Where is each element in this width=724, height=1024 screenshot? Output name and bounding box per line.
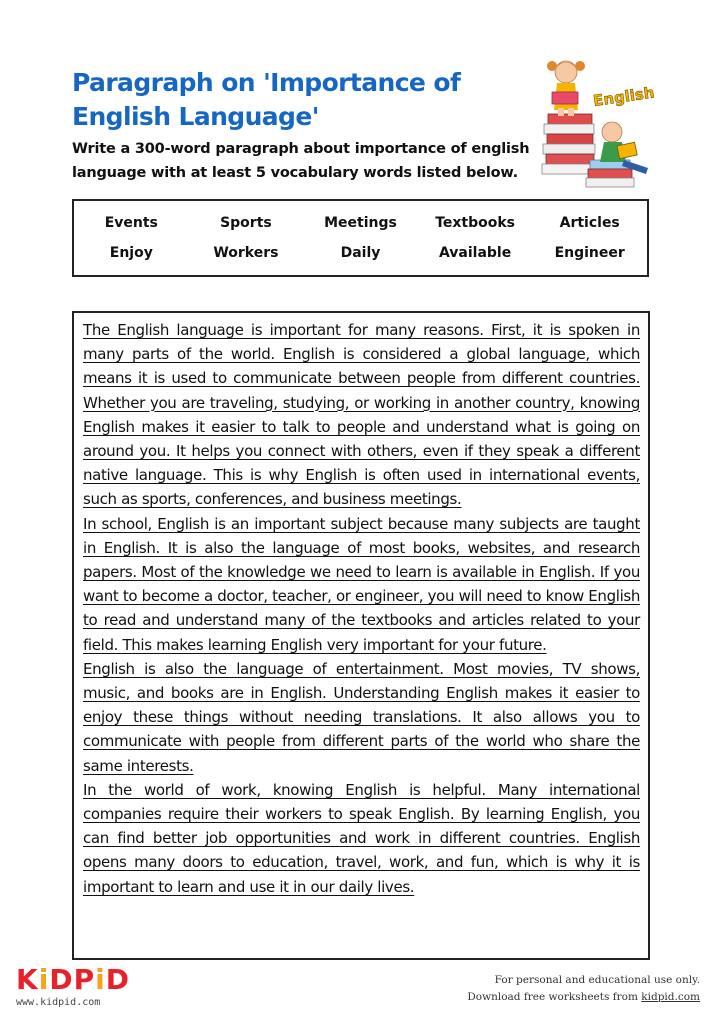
footer-download-note: Download free worksheets from kidpid.com (467, 991, 700, 1003)
logo-url: www.kidpid.com (16, 997, 101, 1008)
worksheet-title: Paragraph on 'Importance of English Language' (72, 68, 461, 131)
answer-paragraph-box (72, 311, 650, 960)
footer-note (467, 972, 700, 1006)
paragraph-text: English is also the language of entertainment. Most movies, TV shows, music, and books are in English. Understanding English makes it easier to enjoy these things without needing translations. It also allows you to communicate with people from different parts of the world who share the same interests. (83, 659, 640, 775)
vocab-word: Events (104, 215, 158, 231)
kidpid-link[interactable]: kidpid.com (641, 991, 700, 1003)
vocab-word: Engineer (554, 245, 625, 261)
vocab-word: Textbooks (435, 215, 515, 231)
vocab-word: Sports (220, 215, 272, 231)
kidpid-logo (16, 963, 130, 1013)
vocab-word: Meetings (324, 215, 397, 231)
kids-reading-books-illustration (530, 52, 662, 192)
vocab-word: Articles (559, 215, 620, 231)
vocabulary-word-box (72, 199, 649, 277)
kidpid-logo-text: KiDPiD (16, 963, 130, 996)
vocab-word: Workers (213, 245, 279, 261)
english-badge (592, 84, 655, 110)
paragraph-text: In school, English is an important subject because many subjects are taught in English. It is also the language of most books, websites, and research papers. Most of the knowledge we need to learn is available in English. If you want to become a doctor, teacher, or engineer, you will need to know English to read and understand many of the textbooks and articles related to your field. This makes learning English very important for your future. (83, 514, 641, 654)
paragraph-text: The English language is important for many reasons. First, it is spoken in many parts of the world. English is considered a global language, which means it is used to communicate between people from different countries. Whether you are traveling, studying, or working in another country, knowing English makes it easier to talk to people and understand what is going on around you. It helps you connect with others, even if they speak a different native language. This is why English is often used in international events, such as sports, conferences, and business meetings. (83, 321, 640, 509)
svg-text:English: English (592, 83, 656, 110)
vocab-word: Daily (340, 245, 381, 261)
vocab-word: Enjoy (109, 245, 153, 261)
girl-reading-icon (547, 61, 585, 116)
footer-usage-note: For personal and educational use only. (494, 974, 700, 986)
worksheet-instructions: Write a 300-word paragraph about importance of english language with at least 5 vocabulary words listed below. (72, 141, 530, 181)
paragraph-text: In the world of work, knowing English is helpful. Many international companies require their workers to speak English. By learning English, you can find better job opportunities and work in different countries. English opens many doors to education, travel, work, and fun, which is why it is important to learn and use it in our daily lives. (83, 780, 640, 896)
vocab-word: Available (438, 245, 512, 261)
